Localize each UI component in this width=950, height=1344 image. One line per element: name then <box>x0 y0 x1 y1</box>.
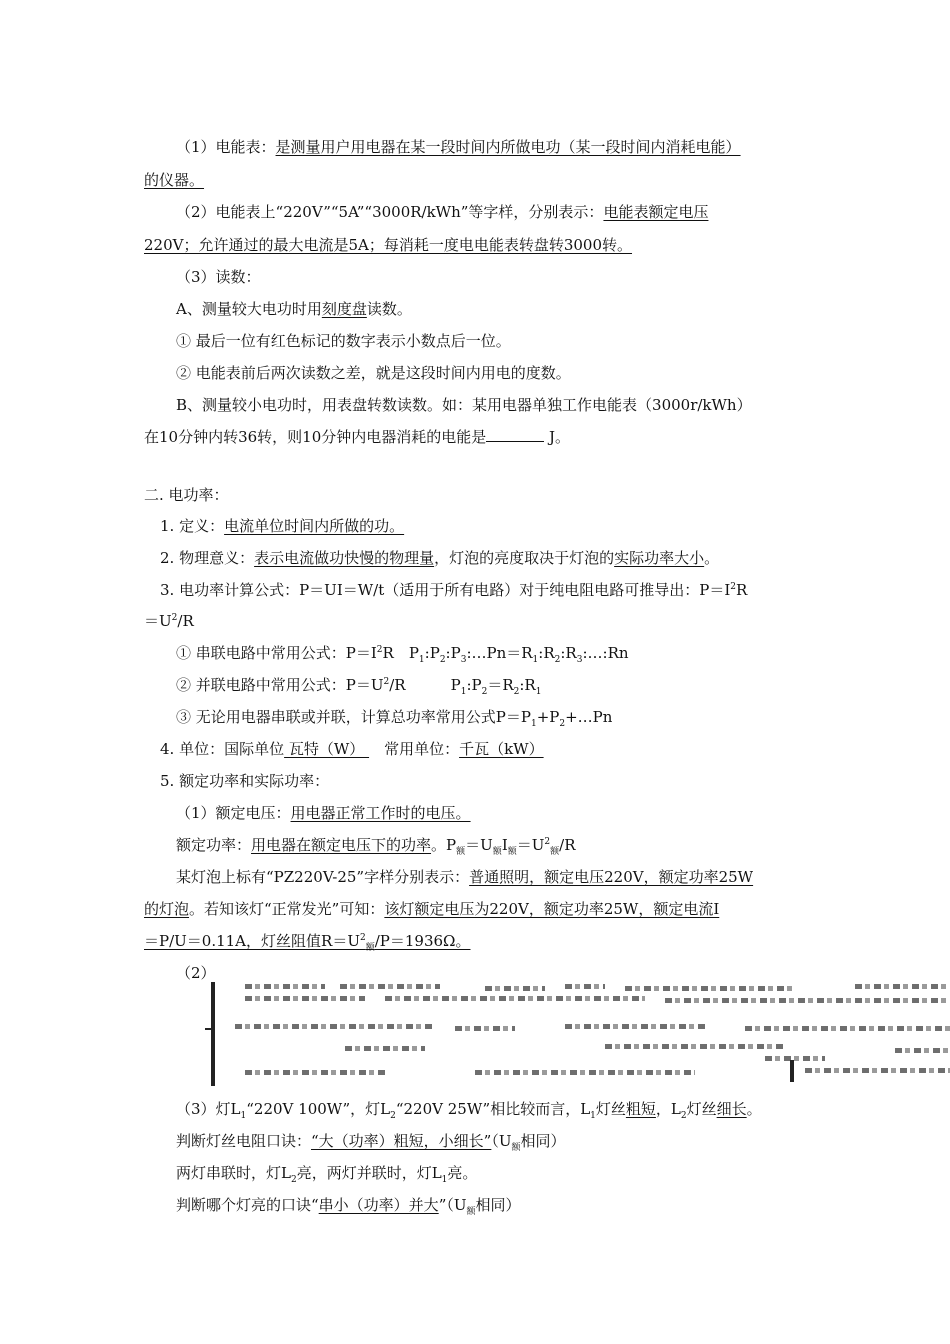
blur-row <box>625 986 795 991</box>
underlined-answer: 细长 <box>716 1100 747 1118</box>
underlined-answer: 用电器在额定电压下的功率 <box>251 836 432 854</box>
section-heading: 二. 电功率： <box>144 486 229 504</box>
underlined-answer: ＝P/U＝0.11A，灯丝阻值$R=U^2_额/P=1936\Omega$。 <box>144 932 471 953</box>
blur-row <box>345 1046 425 1051</box>
underlined-answer: 电流单位时间内所做的功。 <box>224 517 405 535</box>
blur-row <box>605 1044 785 1049</box>
item-2-label: （2） <box>176 964 216 982</box>
reading-point-1: ① 最后一位有红色标记的数字表示小数点后一位。 <box>176 332 511 350</box>
underlined-answer: 的仪器。 <box>144 171 205 189</box>
text: ＝U <box>144 612 172 630</box>
underlined-answer: 的灯泡 <box>144 900 190 918</box>
meter-definition-line <box>176 137 741 157</box>
blur-row <box>340 984 440 989</box>
underlined-answer: 该灯额定电压为220V，额定功率25W，额定电流I <box>384 900 720 918</box>
blur-row <box>565 984 605 989</box>
rated-power-line: 额定功率：用电器在额定电压下的功率。$P_额=U_额I_额=U^2_额/R$ <box>176 836 576 857</box>
blur-row <box>805 1068 950 1073</box>
text: 1. 定义： <box>160 517 225 535</box>
underlined-answer: 串小（功率）并大 <box>318 1196 439 1214</box>
total-power-formula: ③ 无论用电器串联或并联，计算总功率常用公式$P=P_1+P_2+\dots Pn$ <box>176 708 613 729</box>
figure-tick <box>205 1028 213 1030</box>
superscript: 2 <box>730 582 736 592</box>
underlined-answer: 是测量用户用电器在某一段时间内所做电功（某一段时间内消耗电能） <box>275 138 741 156</box>
blur-row <box>245 996 365 1001</box>
text: R <box>736 581 748 599</box>
brightness-rhyme-line: 判断哪个灯亮的口诀“串小（功率）并大$”(U_额$相同） <box>176 1196 521 1217</box>
text: 2. 物理意义： <box>160 549 255 567</box>
definition-line <box>160 516 404 536</box>
blur-row <box>485 986 545 991</box>
resistance-rhyme-line: 判断灯丝电阻口诀：“大（功率）粗短，小细长$”(U_额$相同） <box>176 1132 566 1153</box>
meter-labels-cont <box>144 235 632 255</box>
underlined-answer: 普通照明，额定电压220V，额定功率25W <box>469 868 754 886</box>
blur-row <box>455 1026 515 1031</box>
formula-line-cont <box>144 611 194 631</box>
reading-heading: （3）读数： <box>176 268 261 286</box>
rated-voltage-line: （1）额定电压：用电器正常工作时的电压。 <box>176 804 471 822</box>
underlined-answer: 实际功率大小 <box>614 549 705 567</box>
series-formula: ① 串联电路中常用公式：$P=I^2R$ $P_1:P_2:P_3:\dots Pn=R_1:R_2:R_3:\dots:Rn$ <box>176 644 629 665</box>
text: J。 <box>544 428 571 446</box>
superscript: 2 <box>171 613 178 623</box>
bulb-label-line: 某灯泡上标有“PZ220V-25”字样分别表示：普通照明，额定电压220V，额定功率25W <box>176 868 754 886</box>
text: 在10分钟内转36转，则10分钟内电器消耗的电能是 <box>144 428 487 446</box>
text: /R <box>177 612 194 630</box>
underlined-answer: 刻度盘 <box>321 300 367 318</box>
bulb-label-cont-2 <box>144 931 470 951</box>
text: 3. 电功率计算公式：P＝UI＝W/t（适用于所有电路）对于纯电阻电路可推导出：P＝I <box>160 581 731 599</box>
meter-labels-line <box>176 202 708 222</box>
blur-row <box>245 1070 385 1075</box>
bulb-label-cont: 的灯泡。若知该灯“正常发光”可知：该灯额定电压为220V，额定功率25W，额定电流I <box>144 900 720 918</box>
underlined-answer: 粗短 <box>625 1100 656 1118</box>
underlined-answer: 千瓦（kW） <box>459 740 544 758</box>
underlined-answer: 瓦特（W） <box>284 740 370 758</box>
formula-line <box>160 580 747 600</box>
text: （1）电能表： <box>176 138 276 156</box>
figure-bracket <box>211 982 215 1086</box>
underlined-answer: “大（功率）粗短，小细长” <box>311 1132 492 1150</box>
reading-b-cont <box>144 427 570 447</box>
answer-blank <box>486 427 544 442</box>
brightness-line: 两灯串联时，灯$L_2$亮，两灯并联时，灯$L_1$亮。 <box>176 1164 478 1185</box>
blur-row <box>855 984 950 989</box>
text: ，灯泡的亮度取决于灯泡的 <box>434 549 615 567</box>
blur-row <box>235 1024 435 1029</box>
reading-point-2: ② 电能表前后两次读数之差，就是这段时间内用电的度数。 <box>176 364 571 382</box>
blur-row <box>385 996 645 1001</box>
underlined-answer: 表示电流做功快慢的物理量 <box>254 549 435 567</box>
blur-row <box>745 1026 950 1031</box>
units-line: 4. 单位：国际单位 瓦特（W） 常用单位：千瓦（kW） <box>160 740 544 758</box>
reading-b: B、测量较小电功时，用表盘转数读数。如：某用电器单独工作电能表（3000r/kWh） <box>176 396 752 414</box>
rated-actual-heading: 5. 额定功率和实际功率： <box>160 772 330 790</box>
text: 读数。 <box>366 300 412 318</box>
lamp-compare-line: （3）灯$L_1“220V$ 100W”，灯$L_2“220V$ 25W”相比较而言，$L_1$灯丝粗短，$L_2$灯丝细长。 <box>176 1100 762 1121</box>
blur-row <box>475 1070 695 1075</box>
blur-row <box>895 1048 950 1053</box>
figure-bracket <box>790 1060 794 1082</box>
blurred-figure <box>205 972 950 1090</box>
underlined-answer: 用电器正常工作时的电压。 <box>290 804 471 822</box>
underlined-answer: 电能表额定电压 <box>603 203 709 221</box>
blur-row <box>765 1056 825 1061</box>
text: A、测量较大电功时用 <box>176 300 322 318</box>
blur-row <box>665 998 950 1003</box>
parallel-formula: ② 并联电路中常用公式：$P=U^2/R$ $P_1:P_2=R_2:R_1$ <box>176 676 542 697</box>
blur-row <box>565 1024 705 1029</box>
text: 。 <box>704 549 720 567</box>
meaning-line <box>160 548 719 568</box>
blur-row <box>245 984 325 989</box>
reading-a <box>176 299 412 319</box>
underlined-answer: 220V；允许通过的最大电流是5A；每消耗一度电电能表转盘转3000转。 <box>144 236 633 254</box>
text: （2）电能表上“220V”“5A”“3000R/kWh”等字样，分别表示： <box>176 203 604 221</box>
meter-definition-cont <box>144 170 204 190</box>
